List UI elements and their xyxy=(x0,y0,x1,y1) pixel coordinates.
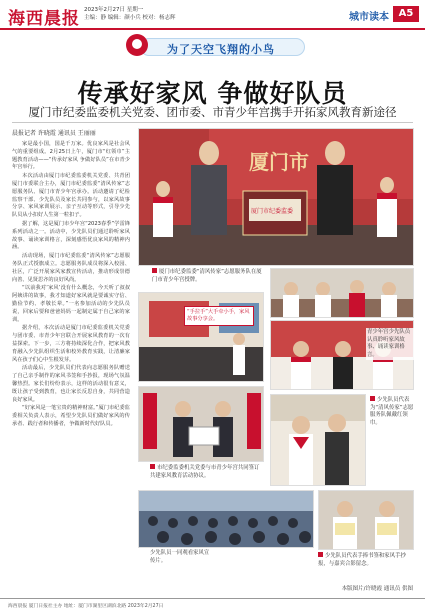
caption-6: 少先队员一同观看家风宣传片。 xyxy=(150,550,210,564)
caption-3: 青少年宫少先队员认真聆听家风故事、诵读家训格言。 xyxy=(366,328,414,360)
caption-7: 少先队员代表手捧书签和家风手抄报，与嘉宾合影留念。 xyxy=(318,553,406,567)
photo-ceremony xyxy=(138,128,414,266)
photo-certificates xyxy=(318,490,414,550)
date-line: 2023年2月27日 星期一 xyxy=(84,7,144,13)
svg-text:厦门市: 厦门市 xyxy=(249,150,309,174)
bird-icon xyxy=(126,34,148,56)
photo-audience xyxy=(270,268,414,318)
caption-2: “手拉手”大手牵小手，家风故事分享会。 xyxy=(184,306,254,326)
paragraph: “好家风是一笔宝贵的精神财富。”厦门市纪委监委相关负责人表示，希望少先队员们做好家风的传承者、践行者和传播者，争做新时代好队员。 xyxy=(12,405,130,427)
subheadline: 厦门市纪委监委机关党委、团市委、市青少年宫携手开拓家风教育新途径 xyxy=(28,105,397,119)
caption-5: 少先队员代表为“清风传家”志愿服务队佩戴红领巾。 xyxy=(370,397,414,426)
paragraph: 活动最后，少先队员们代表向志愿服务队赠送了自己亲手制作的家风书签和手抄报，现场气氛温馨热烈。家长们纷纷表示，这样的活动很有意义，既让孩子受到教育，也让家长反思自身，共同营造良好家风。 xyxy=(12,365,130,403)
section-name: 城市读本 xyxy=(349,12,389,23)
masthead xyxy=(0,0,425,30)
banner-pill xyxy=(140,38,305,56)
paragraph: “以前我对‘家风’没有什么概念，今天听了叔叔阿姨讲的故事，我才知道好家风就是要诚实守信、勤俭节约、孝敬长辈。”一名参加活动的少先队员说，回家后要和爸爸妈妈一起制定属于自己家的家训。 xyxy=(12,285,130,323)
byline: 晨报记者 许晓霞 通讯员 王丽丽 xyxy=(12,130,96,137)
headline: 传承好家风 争做好队员 xyxy=(77,79,348,108)
paragraph: 活动现场，厦门市纪委监委“清风传家”志愿服务队正式授旗成立。志愿服务队成员将深入校园、社区，广泛开展家风家教宣传活动，推动形成崇德向善、见贤思齐的良好风尚。 xyxy=(12,253,130,283)
caption-1: 厦门市纪委监委“清风传家”志愿服务队在厦门市青少年宫授牌。 xyxy=(152,269,262,283)
caption-4: 市纪委监委机关党委与市青少年宫共同签订共建家风教育活动协议。 xyxy=(150,465,260,479)
photo-credit: 本版图片/许晓霞 通讯员 供图 xyxy=(341,586,413,592)
page-footer: 海西晨报 厦门日报社主办 地址：厦门市湖里区湖滨北路 2023年2月27日 xyxy=(0,598,425,611)
banner-text: 为了天空飞翔的小鸟 xyxy=(167,43,275,56)
plaque-text: 厦门市纪委监委 xyxy=(251,208,294,215)
page-number: A5 xyxy=(393,6,419,22)
article-body xyxy=(12,128,130,590)
paragraph: 据介绍，本次活动是厦门市纪委监委机关党委与团市委、市青少年宫联合开展家风教育的一次有益探索。下一步，三方将持续深化合作，把家风教育融入少先队组织生活和校外教育实践，让清廉家风在孩子们心中生根发芽。 xyxy=(12,325,130,363)
column-banner xyxy=(0,34,425,60)
paragraph: 本次活动由厦门市纪委监委机关党委、共青团厦门市委联合主办，厦门市纪委监委“清风传家”志愿服务队、厦门市青少年宫承办。活动邀请了纪检监察干部、少先队员及家长共同参与，以家风故事分享、家风家训展示、亲子互动等形式，引导少先队员从小扣好人生第一粒扣子。 xyxy=(12,173,130,219)
photo-auditorium xyxy=(138,490,314,548)
photo-signing xyxy=(138,386,264,462)
photo-scarf xyxy=(270,394,366,486)
editor-line: 主编：静 编辑：颜小兵 校对：杨志辉 xyxy=(84,15,176,21)
masthead-meta xyxy=(84,6,176,22)
paragraph: 家是最小国，国是千万家。优良家风是社会风气的重要组成。2月25日上午，厦门市“红领巾”主题教育活动——“传承好家风 争做好队员”在市青少年宫举行。 xyxy=(12,141,130,171)
paragraph: 据了解，这是厦门市少年宫“2023春季”学雷锋系列活动之一。活动中，少先队员们通过聆听家风故事、诵读家训格言，深刻感悟优良家风的精神内涵。 xyxy=(12,220,130,251)
divider xyxy=(12,122,413,123)
newspaper-logo: 海西晨报 xyxy=(8,9,80,29)
